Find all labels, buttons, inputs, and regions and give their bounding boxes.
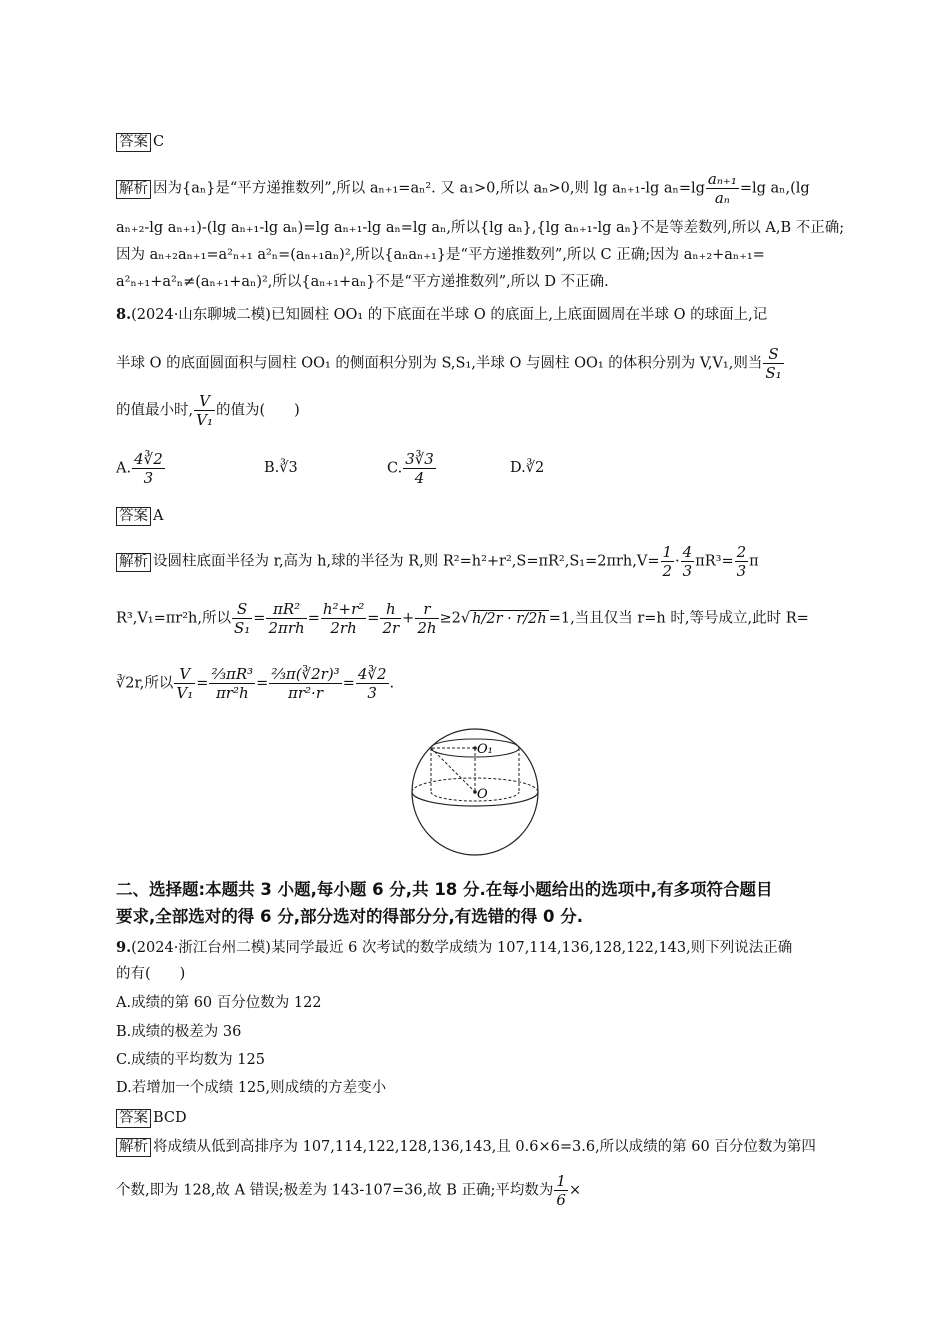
- section-heading-line-1: 二、选择题:本题共 3 小题,每小题 6 分,共 18 分.在每小题给出的选项中,有多项符合题目: [116, 880, 773, 899]
- option-b: [264, 460, 298, 476]
- fraction-denominator: 3: [682, 562, 693, 580]
- analysis-text: ∛2r,所以: [116, 675, 174, 692]
- fraction-denominator: V₁: [176, 684, 194, 702]
- fraction: [380, 600, 401, 637]
- fraction: [763, 345, 783, 382]
- option-label: D.: [510, 460, 526, 476]
- analysis-text: 因为{aₙ}是“平方递推数列”,所以 aₙ₊₁=: [153, 180, 411, 197]
- fraction-numerator: S: [763, 345, 783, 364]
- fraction-numerator: V: [194, 392, 215, 411]
- analysis-text: =lg aₙ,(lg: [739, 180, 810, 197]
- fraction-numerator: 1: [556, 1172, 566, 1190]
- analysis-text: π: [749, 553, 759, 570]
- fraction: [194, 392, 215, 429]
- analysis-tag: 解析: [116, 1138, 151, 1157]
- fraction-numerator: 3∛3: [405, 450, 434, 468]
- analysis-text: πR³=: [695, 553, 734, 570]
- q8-answer-line: [116, 506, 163, 526]
- sphere-cylinder-figure: [405, 722, 545, 862]
- q7-analysis-line-3: 因为 aₙ₊₂aₙ₊₁=a²ₙ₊₁ a²ₙ=(aₙ₊₁aₙ)²,所以{aₙaₙ₊₁}是“平方递推数列”,所以 C 正确;因为 aₙ₊₂+aₙ₊₁=: [116, 247, 765, 263]
- question-number: 8.: [116, 306, 132, 323]
- option-label: A.: [116, 460, 132, 477]
- q9-answer-line: [116, 1108, 187, 1128]
- analysis-text: aₙ². 又 a₁>0,所以 aₙ>0,则 lg aₙ₊₁-lg aₙ=lg: [410, 180, 705, 197]
- fraction: [554, 1172, 568, 1209]
- fraction-numerator: h: [380, 600, 401, 619]
- q7-analysis-line-2: aₙ₊₂-lg aₙ₊₁)-(lg aₙ₊₁-lg aₙ)=lg aₙ₊₁-lg aₙ=lg aₙ,所以{lg aₙ},{lg aₙ₊₁-lg aₙ}不是等差数列,所以 A,B 不正确;: [116, 220, 845, 236]
- fraction: [174, 665, 195, 702]
- fraction-numerator: ⅔πR³: [211, 665, 254, 683]
- fraction-denominator: 3: [367, 684, 377, 702]
- diagonal-line: [431, 748, 475, 792]
- option-d: [510, 460, 544, 476]
- q8-analysis-line-3: ∛2r,所以 $\frac{V}{\text{V₁}}$ = $\frac{\text{⅔πR³}}{\text{πr²h}}$ = $\frac{\text{⅔π(∛2r)³}}{\text{πr²·r}}$ = $\frac{4∛2}{3}$ .: [116, 665, 395, 702]
- q9-stem-line-2: 的有( ): [116, 966, 186, 982]
- q8-analysis-line-1: 解析 设圆柱底面半径为 r,高为 h,球的半径为 R,则 R²=h²+r²,S=πR²,S₁=2πrh,V= $\frac{1}{2}$ · $\frac{4}{3}$ πR³= $\frac{2}{3}$ π: [116, 543, 759, 580]
- answer-tag: 答案: [116, 133, 151, 152]
- question-number: 9.: [116, 939, 132, 956]
- sqrt-expression: h/2r · r/2h: [472, 610, 547, 627]
- fraction-numerator: aₙ₊₁: [707, 170, 737, 188]
- q9-option-d: D.若增加一个成绩 125,则成绩的方差变小: [116, 1080, 387, 1096]
- q9-stem-line-1: [116, 938, 792, 958]
- fraction-denominator: aₙ: [714, 189, 730, 207]
- fraction-denominator: S₁: [234, 619, 251, 637]
- q8-stem-line-2: [116, 345, 785, 382]
- fraction-numerator: πR²: [266, 600, 306, 619]
- question-text: (2024·山东聊城二模)已知圆柱 OO₁ 的下底面在半球 O 的底面上,上底面圆周在半球 O 的球面上,记: [131, 307, 768, 323]
- option-text: ∛2: [525, 460, 545, 476]
- q8-stem-line-3: [116, 392, 300, 429]
- fraction: [266, 600, 306, 637]
- fraction-denominator: 2h: [417, 619, 437, 637]
- question-text: 的值为( ): [215, 402, 300, 419]
- q7-answer-line: [116, 132, 164, 152]
- equator-front: [412, 792, 538, 806]
- q9-analysis-line-1: [116, 1137, 816, 1157]
- fraction: [415, 600, 438, 637]
- fraction-denominator: 6: [556, 1191, 566, 1209]
- fraction-denominator: 4: [414, 469, 425, 487]
- question-text: (2024·浙江台州二模)某同学最近 6 次考试的数学成绩为 107,114,136,128,122,143,则下列说法正确: [131, 940, 793, 956]
- q8-analysis-line-2: R³,V₁=πr²h,所以 $\frac{S}{\text{S₁}}$ = $\frac{\text{πR²}}{\text{2πrh}}$ = $\frac{\text{h²+r²}}{2rh}$ = $\frac{h}{2r}$ + $\frac{r}{2h}$ ≥2√ h/2r · r/2h =1,当且仅当 r=h 时,等号成立,此时 R=: [116, 600, 809, 637]
- q8-stem-line-1: [116, 305, 767, 325]
- fraction: [321, 600, 366, 637]
- fraction-numerator: r: [415, 600, 438, 619]
- analysis-text: =1,当且仅当 r=h 时,等号成立,此时 R=: [548, 610, 809, 627]
- fraction-denominator: S₁: [765, 364, 782, 382]
- fraction-denominator: 2: [662, 562, 673, 580]
- fraction: [661, 543, 675, 580]
- fraction-numerator: 4∛2: [357, 665, 387, 683]
- fraction: [209, 665, 255, 702]
- question-text: 半球 O 的底面圆面积与圆柱 OO₁ 的侧面积分别为 S,S₁,半球 O 与圆柱 OO₁ 的体积分别为 V,V₁,则当: [116, 355, 763, 372]
- fraction-denominator: 3: [143, 469, 154, 487]
- fraction-numerator: 4: [682, 543, 693, 561]
- analysis-text: .: [389, 675, 395, 692]
- question-text: 的值最小时,: [116, 402, 194, 419]
- analysis-text: 个数,即为 128,故 A 错误;极差为 143-107=36,故 B 正确;平均数为: [116, 1182, 554, 1199]
- fraction-numerator: V: [174, 665, 195, 684]
- fraction: [269, 665, 341, 702]
- q9-option-c: C.成绩的平均数为 125: [116, 1052, 265, 1068]
- option-label: C.: [387, 460, 403, 477]
- fraction-numerator: ⅔π(∛2r)³: [271, 665, 340, 683]
- fraction: [706, 170, 739, 207]
- fraction-denominator: πr²h: [215, 684, 249, 702]
- fraction-denominator: 2r: [382, 619, 400, 637]
- analysis-text: ×: [568, 1182, 582, 1199]
- fraction: [681, 543, 695, 580]
- option-text: ∛3: [279, 460, 298, 476]
- fraction-numerator: 1: [662, 543, 673, 561]
- label-o1: O₁: [477, 742, 493, 757]
- fraction-numerator: 4∛2: [134, 450, 163, 468]
- q9-option-a: A.成绩的第 60 百分位数为 122: [116, 995, 322, 1011]
- fraction: [232, 600, 252, 637]
- label-o: O: [477, 787, 488, 802]
- q7-analysis-line-4: a²ₙ₊₁+a²ₙ≠(aₙ₊₁+aₙ)²,所以{aₙ₊₁+aₙ}不是“平方递推数列”,所以 D 不正确.: [116, 274, 609, 290]
- fraction-numerator: S: [232, 600, 252, 619]
- option-a: [116, 450, 166, 487]
- section-heading-line-2: 要求,全部选对的得 6 分,部分选对的得部分分,有选错的得 0 分.: [116, 907, 584, 926]
- analysis-text: 将成绩从低到高排序为 107,114,122,128,136,143,且 0.6×6=3.6,所以成绩的第 60 百分位数为第四: [153, 1139, 816, 1155]
- answer-value: C: [153, 134, 165, 150]
- fraction: [735, 543, 749, 580]
- option-c: [387, 450, 437, 487]
- answer-value: A: [153, 508, 164, 524]
- fraction-denominator: 3: [736, 562, 747, 580]
- option-label: B.: [264, 460, 280, 476]
- analysis-text: 设圆柱底面半径为 r,高为 h,球的半径为 R,则 R²=h²+r²,S=πR²,S₁=2πrh,V=: [153, 553, 660, 570]
- analysis-tag: 解析: [116, 553, 151, 572]
- answer-value: BCD: [153, 1110, 187, 1126]
- q9-analysis-line-2: [116, 1172, 581, 1209]
- fraction-denominator: 2rh: [330, 619, 357, 637]
- fraction: [132, 450, 165, 487]
- analysis-tag: 解析: [116, 180, 151, 199]
- answer-tag: 答案: [116, 507, 151, 526]
- fraction: [403, 450, 436, 487]
- q7-analysis-line-1: [116, 170, 810, 207]
- fraction-denominator: 2πrh: [268, 619, 305, 637]
- fraction-numerator: 2: [736, 543, 747, 561]
- analysis-text: R³,V₁=πr²h,所以: [116, 610, 231, 627]
- fraction-denominator: πr²·r: [288, 684, 323, 702]
- fraction: [356, 665, 389, 702]
- answer-tag: 答案: [116, 1109, 151, 1128]
- fraction-numerator: h²+r²: [322, 600, 365, 618]
- q9-option-b: B.成绩的极差为 36: [116, 1024, 242, 1040]
- fraction-denominator: V₁: [196, 411, 213, 429]
